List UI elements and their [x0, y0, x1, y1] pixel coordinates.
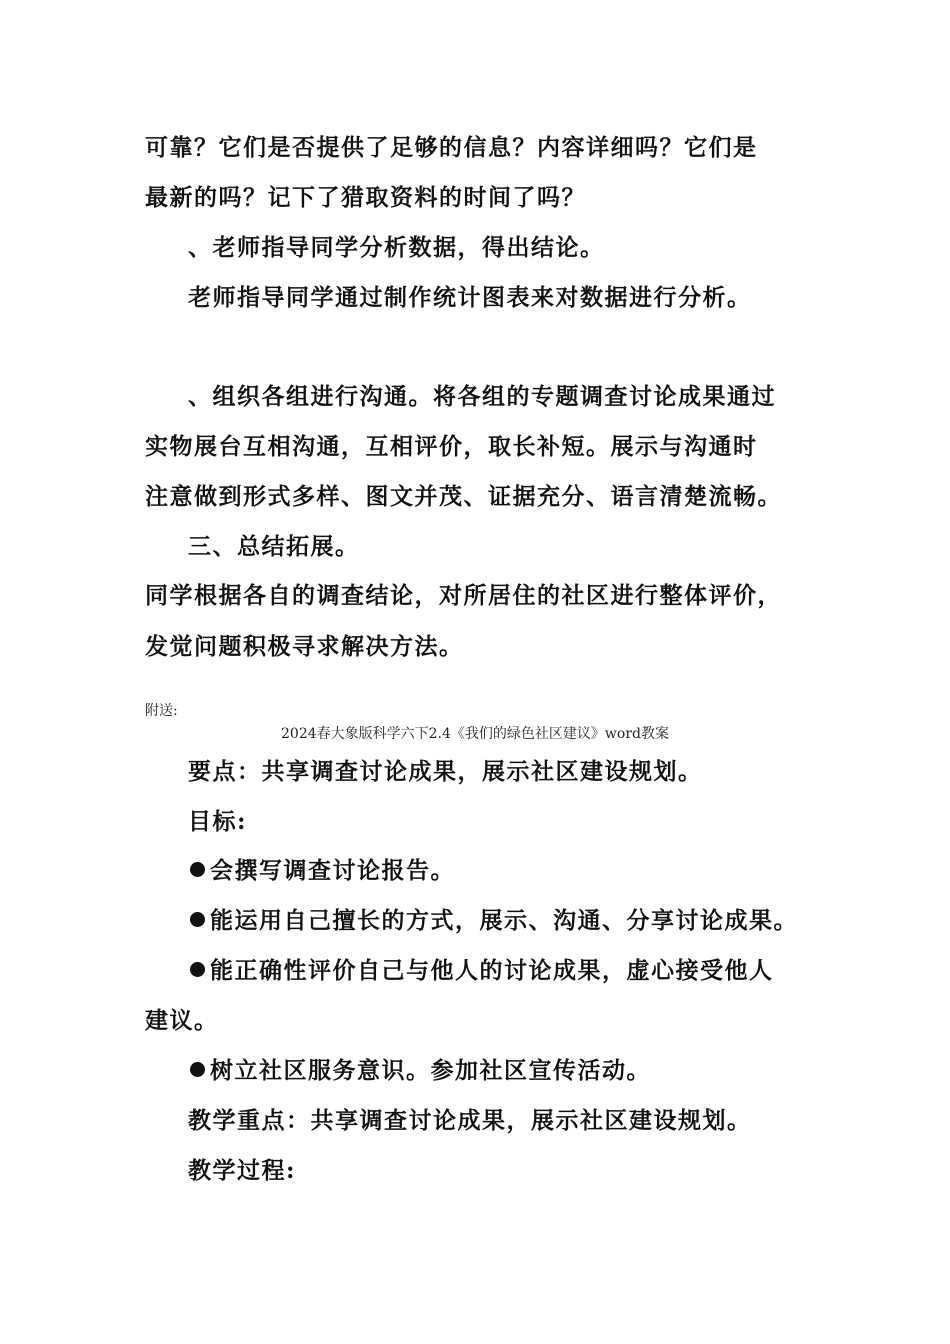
goal-item-3 — [190, 956, 774, 986]
bullet-icon — [190, 1062, 205, 1077]
goal-text-1: 会撰写调查讨论报告。 — [210, 857, 455, 884]
goal-text-3: 能正确性评价自己与他人的讨论成果，虚心接受他人 — [210, 957, 774, 984]
goal-item-2 — [190, 906, 798, 936]
paragraph-line-4: 老师指导同学通过制作统计图表来对数据进行分析。 — [188, 284, 752, 311]
paragraph-line-3: 、老师指导同学分析数据，得出结论。 — [188, 234, 605, 261]
paragraph-line-10: 发觉问题积极寻求解决方法。 — [145, 633, 464, 660]
teaching-process-heading: 教学过程: — [188, 1157, 296, 1184]
bullet-icon — [190, 912, 205, 927]
goal-item-3-continuation: 建议。 — [145, 1007, 219, 1034]
bullet-icon — [190, 962, 205, 977]
paragraph-line-5: 、组织各组进行沟通。将各组的专题调查讨论成果通过 — [188, 383, 776, 410]
paragraph-line-2: 最新的吗？记下了猎取资料的时间了吗？ — [145, 184, 586, 211]
appendix-label: 附送: — [145, 703, 178, 719]
paragraph-line-9: 同学根据各自的调查结论，对所居住的社区进行整体评价， — [145, 582, 782, 609]
paragraph-line-7: 注意做到形式多样、图文并茂、证据充分、语言清楚流畅。 — [145, 483, 782, 510]
paragraph-line-1: 可靠？它们是否提供了足够的信息？内容详细吗？它们是 — [145, 134, 758, 161]
goal-text-2: 能运用自己擅长的方式，展示、沟通、分享讨论成果。 — [210, 907, 798, 934]
appendix-title: 2024春大象版科学六下2.4《我们的绿色社区建议》word教案 — [281, 726, 669, 742]
bullet-icon — [190, 862, 205, 877]
goal-item-1 — [190, 856, 455, 886]
goals-heading: 目标: — [188, 808, 247, 835]
teaching-focus: 教学重点：共享调查讨论成果，展示社区建设规划。 — [188, 1107, 752, 1134]
paragraph-line-6: 实物展台互相沟通，互相评价，取长补短。展示与沟通时 — [145, 433, 758, 460]
goal-item-4 — [190, 1056, 651, 1086]
key-points: 要点：共享调查讨论成果，展示社区建设规划。 — [188, 758, 703, 785]
section-heading-summary: 三、总结拓展。 — [188, 533, 360, 560]
goal-text-4: 树立社区服务意识。参加社区宣传活动。 — [210, 1057, 651, 1084]
